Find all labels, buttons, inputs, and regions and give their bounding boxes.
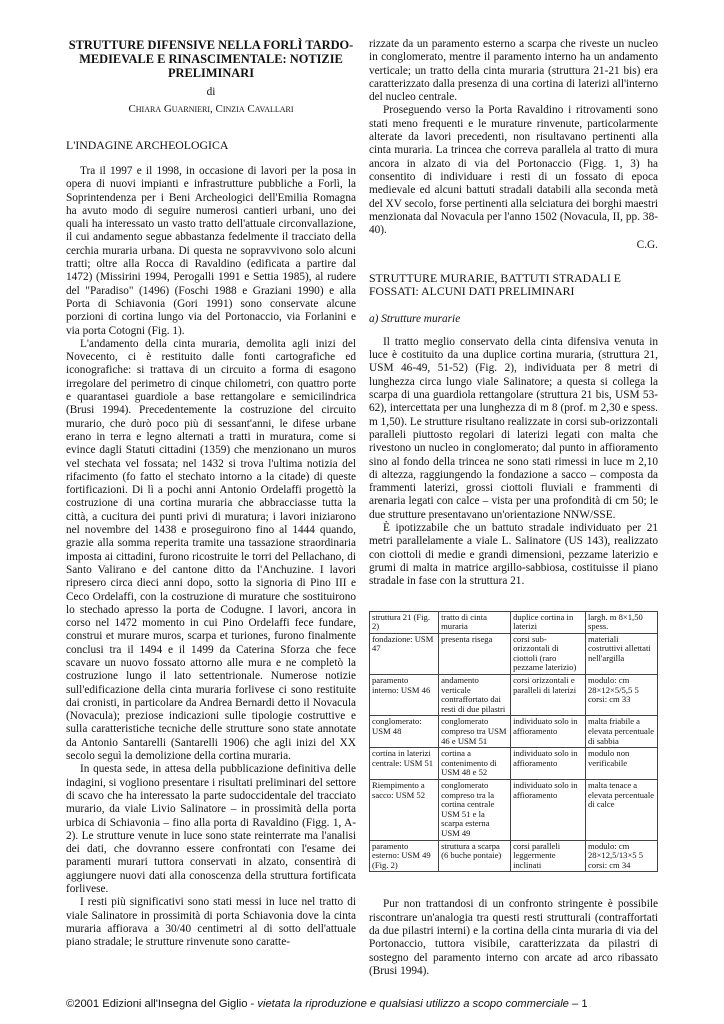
table-cell: presenta risega (439, 633, 511, 674)
table-row (370, 748, 658, 780)
article-title: STRUTTURE DIFENSIVE NELLA FORLÌ TARDO-MEDIEVALE E RINASCIMENTALE: NOTIZIE PRELIMINARI (68, 38, 354, 80)
left-column (66, 38, 356, 950)
footer-publisher: ©2001 Edizioni all'Insegna del Giglio - (66, 998, 258, 1010)
table-cell: Riempimento a sacco: USM 52 (370, 780, 439, 841)
table-row (370, 633, 658, 674)
subsection-heading: a) Strutture murarie (369, 312, 461, 325)
paragraph: In questa sede, in attesa della pubblicazione definitiva delle indagini, si vogliono presentare i risultati preliminari del settore di scavo che ha interessato la parte sudoccidentale del tracciato murario, da viale Livio Salinatore – in prossimità della porta urbica di Schiavonia – fino alla porta di Ravaldino (Figg. 1, A-2). Le strutture venute in luce sono state reinterrate ma l'analisi dei dati, che dovranno essere confrontati con l'esame dei paramenti murari tuttora conservati in alzato, consentirà di aggiungere nuovi dati alla conoscenza della struttura fortificata forlivese. (66, 763, 356, 896)
by-line: di (206, 86, 216, 98)
copyright-footer (66, 998, 658, 1010)
table-cell: conglomerato: USM 48 (370, 716, 439, 748)
structures-table (369, 611, 658, 873)
table-cell: corsi orizzontali e paralleli di laterizi (511, 675, 586, 716)
footer-notice: vietata la riproduzione e qualsiasi utilizzo a scopo commerciale (257, 998, 569, 1010)
table-cell: cortina in laterizi centrale: USM 51 (370, 748, 439, 780)
table-cell: conglomerato compreso tra la cortina centrale USM 51 e la scarpa esterna USM 49 (439, 780, 511, 841)
table-row (370, 780, 658, 841)
table-cell: andamento verticale contraffortato dai resti di due pilastri (439, 675, 511, 716)
table-cell: individuato solo in affioramento (511, 780, 586, 841)
table-cell: cortina a contenimento di USM 48 e 52 (439, 748, 511, 780)
table-cell: individuato solo in affioramento (511, 716, 586, 748)
page-number: – 1 (568, 998, 588, 1010)
author-initials: C.G. (636, 239, 658, 252)
authors: Chiara Guarnieri, Cinzia Cavallari (128, 103, 294, 116)
section-heading-2: STRUTTURE MURARIE, BATTUTI STRADALI E FOSSATI: ALCUNI DATI PRELIMINARI (369, 270, 621, 299)
paragraph: I resti più significativi sono stati messi in luce nel tratto di viale Salinatore in prossimità di porta Schiavonia dove la cinta muraria affiorava a 30/40 centimetri al di sotto dell'attuale piano stradale; le strutture rinvenute sono caratte- (66, 896, 356, 949)
table-cell: modulo: cm 28×12×5/5,5 5 corsi: cm 33 (585, 675, 657, 716)
table-cell: individuato solo in affioramento (511, 748, 586, 780)
table-cell: largh. m 8×1,50 spess. (585, 611, 657, 633)
paragraph: Pur non trattandosi di un confronto stringente è possibile riscontrare un'analogia tra questi resti strutturali (contraffortati da due pilastri interni) e la cortina della cinta muraria di via del Portonaccio, tuttora visibile, caratterizzata da pilastri di sostegno del paramento interno con arcate ad arco ribassato (Brusi 1994). (369, 898, 658, 977)
table-cell: tratto di cinta muraria (439, 611, 511, 633)
paragraph: È ipotizzabile che un battuto stradale individuato per 21 metri parallelamente a viale L. Salinatore (US 143), realizzato con ciottoli di medie e grandi dimensioni, pezzame laterizio e grumi di malta in matrice argillo-sabbiosa, costituisse il piano stradale in fase con la struttura 21. (369, 522, 658, 588)
paragraph: Il tratto meglio conservato della cinta difensiva venuta in luce è costituito da una duplice cortina muraria, (struttura 21, USM 46-49, 51-52) (Fig. 2), individuata per 8 metri di lunghezza circa lungo viale Salinatore; a questa si collega la scarpa di una guardiola rettangolare (struttura 21 bis, USM 53-62), intercettata per una lunghezza di m 8 (prof. m 2,30 e spess. m 1,50). Le strutture risultano realizzate in corsi sub-orizzontali paralleli piuttosto regolari di laterizi legati con malta che rivestono un nucleo in conglomerato; dal punto in affioramento sino al fondo della trincea ne sono stati rimessi in luce m 2,10 di altezza, raggiungendo la fondazione a sacco – composta da frammenti laterizi, grossi ciottoli fluviali e frammenti di arenaria legati con calce – vista per una profondità di cm 50; le due strutture presentavano un'orientazione NNW/SSE. (369, 335, 658, 521)
table-cell: paramento esterno: USM 49 (Fig. 2) (370, 840, 439, 872)
table-cell: corsi sub-orizzontali di ciottoli (raro pezzame laterizio) (511, 633, 586, 674)
table-cell: modulo: cm 28×12,5/13×5 5 corsi: cm 34 (585, 840, 657, 872)
paragraph: Tra il 1997 e il 1998, in occasione di lavori per la posa in opera di nuovi impianti e infrastrutture pubbliche a Forlì, la Soprintendenza per i Beni Archeologici dell'Emilia Romagna ha avuto modo di seguire numerosi cantieri urbani, uno dei quali ha interessato un vasto tratto dell'attuale circonvallazione, il cui andamento segue abbastanza fedelmente il tracciato della cerchia muraria urbana. Di questa ne sopravvivono solo alcuni tratti; oltre alla Rocca di Ravaldino (edificata a partire dal 1472) (Missirini 1994, Perogalli 1991 e Settia 1985), al rudere del "Paradiso" (1496) (Foschi 1988 e Graziani 1990) e alla Porta di Schiavonia (Gori 1991) sono conservate alcune porzioni di cortina lungo via del Portonaccio, via Forlanini e via porta Cotogni (Fig. 1). (66, 165, 356, 337)
section-heading-1: L'INDAGINE ARCHEOLOGICA (66, 137, 229, 152)
table-cell: modulo non verificabile (585, 748, 657, 780)
right-column (369, 38, 658, 978)
table-row (370, 675, 658, 716)
table-cell: malta friabile a elevata percentuale di sabbia (585, 716, 657, 748)
table-cell: duplice cortina in laterizi (511, 611, 586, 633)
paragraph: L'andamento della cinta muraria, demolita agli inizi del Novecento, ci è restituito dalle fonti cartografiche ed iconografiche: si trattava di un circuito a forma di esagono irregolare del perimetro di cinque chilometri, con quattro porte e quarantasei guardiole a base rettangolare e semicilindrica (Brusi 1994). Precedentemente la costruzione del circuito murario, che durò poco più di sessant'anni, le difese urbane erano in terra e legno alternati a tratti in muratura, come si evince dagli Statuti cittadini (1359) che menzionano un muros vel stechata vel fossata; nel 1432 si trova l'ultima notizia del rifacimento (fo fatto el stechato intorno a la citade) di queste fortificazioni. Di lì a pochi anni Antonio Ordelaffi progettò la costruzione di una cortina muraria che abbracciasse tutta la città, a cucitura dei punti privi di muratura; i lavori iniziarono nel novembre del 1438 e proseguirono fino al 1444 quando, grazie alla somma reperita tramite una tassazione straordinaria imposta ai cittadini, furono ricostruite le torri del Pellachano, di Santo Valirano e del cantone ditto da l'Anchuzine. I lavori ripresero circa dieci anni dopo, sotto la signoria di Pino III e Ceco Ordelaffi, con la costruzione di murature che sostituirono lo stechado apresso la porta de Codugne. I lavori, ancora in corso nel 1472 momento in cui Pino Ordelaffi fece fundare, construi et murare muros, scarpa et turiones, furono finalmente conclusi tra il 1494 e il 1499 da Caterina Sforza che fece scavare un nuovo fossato attorno alle mura e ne completò la costruzione lungo il lato settentrionale. Numerose notizie sull'edificazione della cinta muraria forlivese ci sono restituite dai cronisti, in particolare da Andrea Bernardi detto il Novacula (Novacula); preziose indicazioni sulle tipologie costruttive e sulla caratteristiche tecniche delle strutture sono state annotate da Antonio Santarelli (Santarelli 1906) che agli inizi del XX secolo seguì la demolizione della cortina muraria. (66, 337, 356, 763)
table-cell: corsi paralleli leggermente inclinati (511, 840, 586, 872)
table-cell: paramento interno: USM 46 (370, 675, 439, 716)
paragraph: Proseguendo verso la Porta Ravaldino i ritrovamenti sono stati meno frequenti e le murature rinvenute, particolarmente alterate da lavori precedenti, non risultavano pertinenti alla cinta muraria. La trincea che correva parallela al tratto di mura ancora in alzato di via del Portonaccio (Figg. 1, 3) ha consentito di individuare i resti di un fossato di epoca medievale ed alcuni battuti stradali databili alla seconda metà del XV secolo, forse pertinenti alla selciatura dei borghi maestri menzionata dal Novacula per l'anno 1502 (Novacula, II, pp. 38-40). (369, 104, 658, 237)
paragraph: rizzate da un paramento esterno a scarpa che riveste un nucleo in conglomerato, mentre il paramento interno ha un andamento verticale; un tratto della cinta muraria (struttura 21-21 bis) era caratterizzato dalla presenza di una cortina di laterizi all'interno del nucleo centrale. (369, 38, 658, 104)
table-row (370, 716, 658, 748)
table-cell: malta tenace a elevata percentuale di calce (585, 780, 657, 841)
table-cell: struttura a scarpa (6 buche pontaie) (439, 840, 511, 872)
table-row (370, 840, 658, 872)
table-cell: struttura 21 (Fig. 2) (370, 611, 439, 633)
table-cell: materiali costruttivi allettati nell'argilla (585, 633, 657, 674)
table-cell: fondazione: USM 47 (370, 633, 439, 674)
table-row (370, 611, 658, 633)
table-cell: conglomerato compreso tra USM 46 e USM 51 (439, 716, 511, 748)
